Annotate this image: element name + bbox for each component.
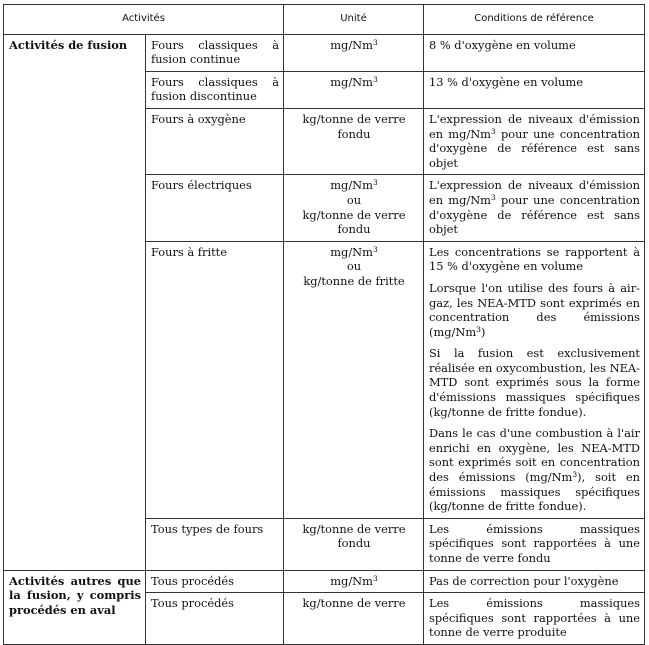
activity-cell: Tous types de fours bbox=[146, 518, 284, 570]
unit-text: kg/tonne de verre fondu bbox=[302, 207, 406, 237]
activity-cell: Fours classiques à fusion discontinue bbox=[146, 71, 284, 108]
header-activities: Activités bbox=[4, 5, 284, 35]
unit-text: kg/tonne de fritte bbox=[303, 273, 405, 288]
unit-text: mg/Nm bbox=[330, 74, 373, 89]
conditions-exponent: 3 bbox=[490, 126, 496, 136]
conditions-text: L'expression de niveaux d'émission en mg/Nm bbox=[429, 111, 640, 141]
unit-exponent: 3 bbox=[372, 573, 378, 583]
activity-cell: Fours à fritte bbox=[146, 241, 284, 518]
conditions-paragraph bbox=[429, 426, 640, 514]
conditions-paragraph: Les concentrations se rapportent à 15 % d'oxygène en volume bbox=[429, 244, 640, 274]
conditions-exponent: 3 bbox=[490, 192, 496, 202]
table-row bbox=[4, 570, 645, 593]
activity-cell: Fours électriques bbox=[146, 175, 284, 241]
activity-cell: Fours à oxygène bbox=[146, 108, 284, 174]
unit-cell bbox=[284, 34, 424, 71]
conditions-text: pour une concentration d'oxygène de référence est sans objet bbox=[429, 192, 640, 237]
unit-or: ou bbox=[346, 259, 362, 274]
conditions-cell bbox=[424, 108, 645, 174]
conditions-cell: 13 % d'oxygène en volume bbox=[424, 71, 645, 108]
unit-exponent: 3 bbox=[372, 74, 378, 84]
conditions-paragraph: Si la fusion est exclusivement réalisée en oxycombustion, les NEA-MTD sont exprimés sous la forme d'émissions massiques spécifiques (kg/tonne de fritte fondue). bbox=[429, 346, 640, 419]
conditions-paragraph bbox=[429, 281, 640, 339]
unit-cell: kg/tonne de verre fondu bbox=[284, 108, 424, 174]
unit-cell: kg/tonne de verre fondu bbox=[284, 518, 424, 570]
group-other: Activités autres que la fusion, y compris procédés en aval bbox=[4, 570, 146, 644]
conditions-exponent: 3 bbox=[476, 324, 481, 334]
conditions-cell: Les émissions massiques spécifiques sont rapportées à une tonne de verre fondu bbox=[424, 518, 645, 570]
header-conditions: Conditions de référence bbox=[424, 5, 645, 35]
unit-text: mg/Nm bbox=[330, 244, 373, 259]
conditions-cell: Pas de correction pour l'oxygène bbox=[424, 570, 645, 593]
unit-cell bbox=[284, 71, 424, 108]
activity-cell: Fours classiques à fusion continue bbox=[146, 34, 284, 71]
unit-text: mg/Nm bbox=[330, 37, 373, 52]
conditions-text: ) bbox=[480, 324, 486, 339]
conditions-cell bbox=[424, 175, 645, 241]
unit-text: mg/Nm bbox=[330, 573, 373, 588]
unit-cell bbox=[284, 175, 424, 241]
unit-or: ou bbox=[346, 192, 362, 207]
conditions-text: pour une concentration d'oxygène de référence est sans objet bbox=[429, 126, 640, 170]
conditions-cell: Les émissions massiques spécifiques sont rapportées à une tonne de verre produite bbox=[424, 593, 645, 645]
conditions-cell: 8 % d'oxygène en volume bbox=[424, 34, 645, 71]
table-row bbox=[4, 34, 645, 71]
conditions-text: Dans le cas d'une combustion à l'air enrichi en oxygène, les NEA-MTD sont exprimés soit en concentration des émissions (mg/Nm bbox=[429, 426, 640, 485]
header-unit: Unité bbox=[284, 5, 424, 35]
reference-conditions-table bbox=[3, 4, 645, 645]
activity-cell: Tous procédés bbox=[146, 570, 284, 593]
unit-exponent: 3 bbox=[372, 178, 378, 188]
conditions-text: Lorsque l'on utilise des fours à air-gaz, les NEA-MTD sont exprimés en concentration des émissions (mg/Nm bbox=[429, 280, 640, 339]
unit-cell bbox=[284, 241, 424, 518]
table-header-row bbox=[4, 5, 645, 35]
conditions-text: L'expression de niveaux d'émission en mg/Nm bbox=[429, 178, 640, 207]
unit-cell: kg/tonne de verre bbox=[284, 593, 424, 645]
unit-exponent: 3 bbox=[372, 244, 378, 254]
activity-cell: Tous procédés bbox=[146, 593, 284, 645]
conditions-cell bbox=[424, 241, 645, 518]
conditions-text: ), soit en émissions massiques spécifiques (kg/tonne de fritte fondue). bbox=[429, 470, 640, 514]
unit-exponent: 3 bbox=[372, 37, 378, 47]
group-fusion: Activités de fusion bbox=[4, 34, 146, 570]
conditions-exponent: 3 bbox=[572, 470, 578, 480]
unit-cell bbox=[284, 570, 424, 593]
unit-text: mg/Nm bbox=[330, 178, 373, 193]
